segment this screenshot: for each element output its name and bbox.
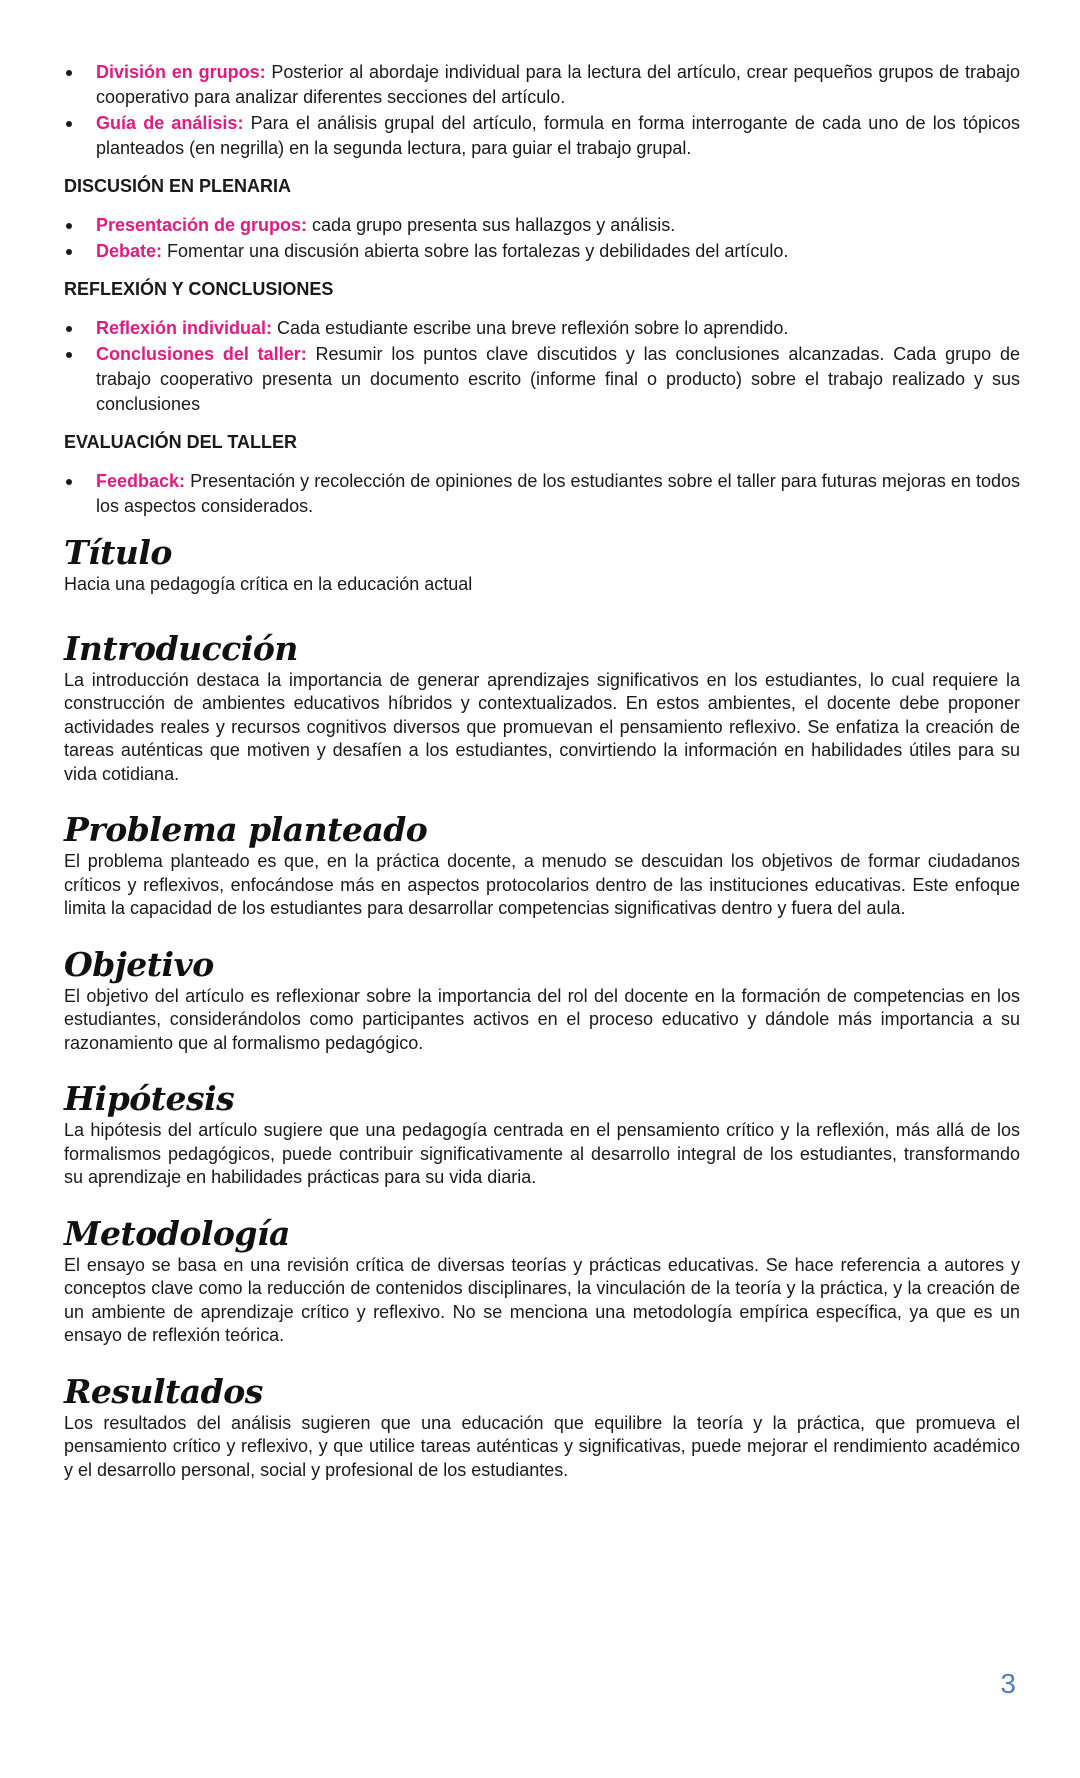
bullet-text: Cada estudiante escribe una breve reflexión sobre lo aprendido. — [272, 318, 789, 338]
section-body: La introducción destaca la importancia de generar aprendizajes significativos en los estudiantes, lo cual requiere la construcción de ambientes educativos híbridos y contextualizados. En estos ambientes, el docente debe proponer actividades reales y recursos cognitivos diversos que promuevan el pensamiento reflexivo. Se enfatiza la creación de tareas auténticas que motiven y desafíen a los estudiantes, convirtiendo la información en habilidades útiles para su vida cotidiana. — [64, 669, 1020, 784]
section-heading: Objetivo — [64, 944, 214, 984]
section-heading: Hipótesis — [64, 1079, 235, 1118]
bullet-text: Fomentar una discusión abierta sobre las fortalezas y debilidades del artículo. — [162, 241, 789, 261]
bullet-list-grupos — [64, 60, 1020, 161]
section-body: Hacia una pedagogía crítica en la educación actual — [64, 574, 473, 594]
list-item — [64, 239, 1020, 264]
list-item — [64, 316, 1020, 341]
bullet-term: División en grupos: — [96, 62, 266, 82]
section-body: Los resultados del análisis sugieren que una educación que equilibre la teoría y la práctica, que promueva el pensamiento crítico y reflexivo, y que utilice tareas auténticas y significativas, puede mejorar el rendimiento académico y el desarrollo personal, social y profesional de los estudiantes. — [64, 1412, 1020, 1480]
list-item — [64, 469, 1020, 519]
bullet-text: Resumir los puntos clave discutidos y las conclusiones alcanzadas. Cada grupo de trabajo cooperativo presenta un documento escrito (informe final o producto) sobre el trabajo realizado y sus conclusiones — [96, 344, 1020, 414]
section-heading: Resultados — [64, 1371, 263, 1411]
section-body: El problema planteado es que, en la práctica docente, a menudo se descuidan los objetivos de formar ciudadanos críticos y reflexivos, enfocándose más en aspectos protocolarios dentro de las instituciones educativas. Este enfoque limita la capacidad de los estudiantes para desarrollar competencias significativas dentro y fuera del aula. — [64, 851, 1020, 918]
list-item — [64, 213, 1020, 238]
section-body: El objetivo del artículo es reflexionar sobre la importancia del rol del docente en la formación de competencias en los estudiantes, considerándolos como participantes activos en el proceso educativo y dándole más importancia a su razonamiento que al formalismo pedagógico. — [64, 985, 1020, 1053]
section-heading: Introducción — [64, 628, 298, 668]
bullet-term: Feedback: — [96, 471, 186, 491]
section-body: El ensayo se basa en una revisión crítica de diversas teorías y prácticas educativas. Se hace referencia a autores y conceptos clave como la reducción de contenidos disciplinares, la vinculación de la teoría y la práctica, y la creación de un ambiente de aprendizaje crítico y reflexivo. No se menciona una metodología empírica específica, ya que es un ensayo de reflexión teórica. — [64, 1254, 1020, 1345]
section-titulo — [64, 533, 1020, 597]
page-number: 3 — [1000, 1668, 1016, 1699]
section-heading: Título — [64, 533, 172, 572]
bullet-text: Posterior al abordaje individual para la lectura del artículo, crear pequeños grupos de trabajo cooperativo para analizar diferentes secciones del artículo. — [96, 62, 1020, 107]
section-heading: Metodología — [64, 1213, 290, 1253]
section-objetivo — [64, 945, 1020, 1056]
section-introduccion — [64, 629, 1020, 787]
list-item — [64, 111, 1020, 161]
section-body: La hipótesis del artículo sugiere que una pedagogía centrada en el pensamiento crítico y la reflexión, más allá de los formalismos pedagógicos, puede contribuir significativamente al desarrollo integral de los estudiantes, transformando su aprendizaje en habilidades prácticas para su vida diaria. — [64, 1120, 1020, 1187]
bullet-text: Para el análisis grupal del artículo, formula en forma interrogante de cada uno de los tópicos planteados (en negrilla) en la segunda lectura, para guiar el trabajo grupal. — [96, 113, 1020, 158]
bullet-term: Presentación de grupos: — [96, 215, 308, 235]
subheading-reflexion: REFLEXIÓN Y CONCLUSIONES — [64, 279, 334, 299]
bullet-term: Reflexión individual: — [96, 318, 273, 338]
list-item — [64, 342, 1020, 417]
bullet-list-reflexion — [64, 316, 1020, 417]
bullet-term: Guía de análisis: — [96, 113, 244, 133]
bullet-list-discusion — [64, 213, 1020, 264]
section-metodologia — [64, 1214, 1020, 1348]
section-resultados — [64, 1372, 1020, 1483]
bullet-text: cada grupo presenta sus hallazgos y análisis. — [307, 215, 676, 235]
list-item — [64, 60, 1020, 110]
bullet-term: Conclusiones del taller: — [96, 344, 307, 364]
section-heading: Problema planteado — [64, 810, 428, 849]
bullet-list-evaluacion — [64, 469, 1020, 519]
bullet-text: Presentación y recolección de opiniones de los estudiantes sobre el taller para futuras mejoras en todos los aspectos considerados. — [96, 471, 1020, 516]
subheading-evaluacion: EVALUACIÓN DEL TALLER — [64, 432, 297, 452]
section-hipotesis — [64, 1079, 1020, 1190]
bullet-term: Debate: — [96, 241, 163, 261]
subheading-discusion: DISCUSIÓN EN PLENARIA — [64, 176, 292, 196]
section-problema — [64, 810, 1020, 921]
